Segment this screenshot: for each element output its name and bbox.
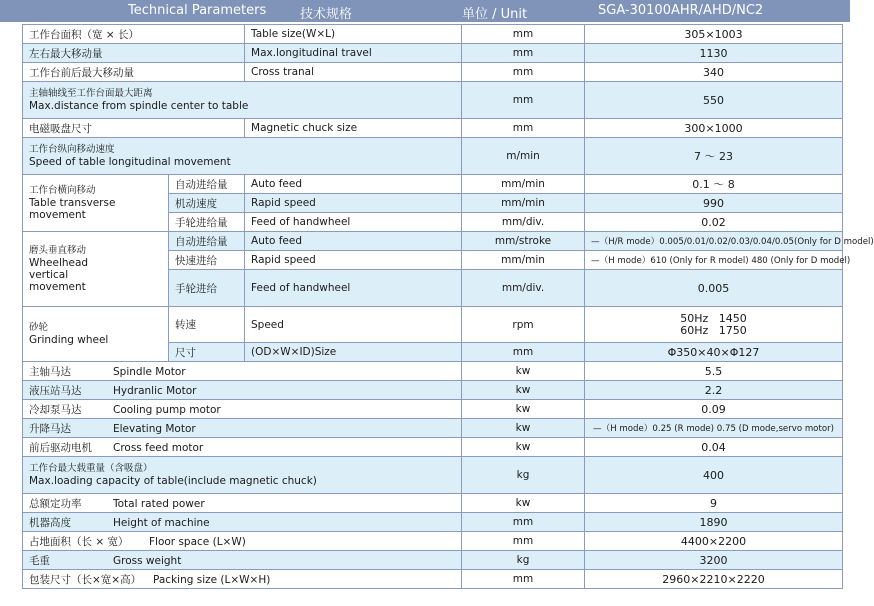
param-value: 0.1 ～ 8 <box>585 175 843 194</box>
param-value: 9 <box>585 494 843 513</box>
param-unit: mm <box>462 25 585 44</box>
sub-en: Rapid speed <box>245 251 462 270</box>
group-label <box>23 175 169 232</box>
group-cn: 砂轮 <box>29 322 49 333</box>
table-row <box>23 232 843 251</box>
param-unit: mm/div. <box>462 213 585 232</box>
param-value: Φ350×40×Φ127 <box>585 343 843 362</box>
param-value: 550 <box>585 82 843 119</box>
param-label <box>23 82 462 119</box>
param-label <box>23 551 462 570</box>
param-en: Total rated power <box>113 497 205 510</box>
spec-table <box>22 24 874 589</box>
param-value: 1890 <box>585 513 843 532</box>
param-unit: kw <box>462 362 585 381</box>
param-label <box>23 381 462 400</box>
header-title-en: Technical Parameters <box>128 3 267 18</box>
param-value <box>585 307 843 343</box>
table-row <box>23 25 843 44</box>
param-en: Elevating Motor <box>113 422 196 435</box>
table-header-bar <box>0 0 850 22</box>
param-label <box>23 494 462 513</box>
sub-cn: 手轮进给量 <box>169 213 245 232</box>
param-unit: mm <box>462 119 585 138</box>
table-row <box>23 494 843 513</box>
table-row <box>23 119 843 138</box>
group-label <box>23 232 169 307</box>
param-value: 2960×2210×2220 <box>585 570 843 589</box>
param-en: Speed of table longitudinal movement <box>29 156 231 168</box>
group-en: Table transverse movement <box>29 197 116 221</box>
sub-en: (OD×W×ID)Size <box>245 343 462 362</box>
param-unit: mm <box>462 532 585 551</box>
table-row <box>23 419 843 438</box>
sub-cn: 机动速度 <box>169 194 245 213</box>
param-value: 340 <box>585 63 843 82</box>
table-row <box>23 44 843 63</box>
sub-cn: 转速 <box>169 307 245 343</box>
param-unit: mm/min <box>462 175 585 194</box>
param-value: 0.005 <box>585 270 843 307</box>
param-value: 5.5 <box>585 362 843 381</box>
param-unit: rpm <box>462 307 585 343</box>
param-en: Height of machine <box>113 516 210 529</box>
param-unit: mm/min <box>462 251 585 270</box>
param-value: 400 <box>585 457 843 494</box>
group-label <box>23 307 169 362</box>
param-label <box>23 457 462 494</box>
table-row <box>23 438 843 457</box>
param-unit: kw <box>462 419 585 438</box>
param-cn: 左右最大移动量 <box>23 44 245 63</box>
param-cn: 包装尺寸（长×宽×高） <box>29 573 142 586</box>
param-unit: mm/div. <box>462 270 585 307</box>
param-en: Floor space (L×W) <box>149 535 246 548</box>
param-value: 3200 <box>585 551 843 570</box>
param-cn: 前后驱动电机 <box>29 441 92 454</box>
param-unit: kw <box>462 494 585 513</box>
param-unit: kg <box>462 457 585 494</box>
table-row <box>23 513 843 532</box>
sub-cn: 尺寸 <box>169 343 245 362</box>
speed-50hz: 50Hz 1450 <box>680 311 747 325</box>
param-cn: 总额定功率 <box>29 497 82 510</box>
sub-cn: 自动进给量 <box>169 232 245 251</box>
param-en: Cross feed motor <box>113 441 204 454</box>
sub-en: Auto feed <box>245 232 462 251</box>
param-unit: m/min <box>462 138 585 175</box>
table-row <box>23 551 843 570</box>
table-row <box>23 63 843 82</box>
param-value: 1130 <box>585 44 843 63</box>
sub-en: Feed of handwheel <box>245 270 462 307</box>
sub-en: Rapid speed <box>245 194 462 213</box>
param-cn: 工作台面积（宽 × 长） <box>23 25 245 44</box>
param-cn: 升降马达 <box>29 422 71 435</box>
param-label <box>23 362 462 381</box>
param-en: Max.distance from spindle center to table <box>29 100 249 112</box>
header-model: SGA-30100AHR/AHD/NC2 <box>598 3 764 18</box>
sub-en: Auto feed <box>245 175 462 194</box>
param-en: Max.longitudinal travel <box>245 44 462 63</box>
param-label <box>23 438 462 457</box>
param-en: Hydranlic Motor <box>113 384 197 397</box>
sub-en: Speed <box>245 307 462 343</box>
param-cn: 毛重 <box>29 554 50 567</box>
param-value: —（H/R mode）0.005/0.01/0.02/0.03/0.04/0.05(Only for D model) <box>585 232 843 251</box>
group-en: Wheelhead vertical movement <box>29 257 89 293</box>
group-en: Grinding wheel <box>29 334 109 346</box>
param-en: Gross weight <box>113 554 182 567</box>
param-cn: 电磁吸盘尺寸 <box>23 119 245 138</box>
param-cn: 工作台前后最大移动量 <box>23 63 245 82</box>
param-unit: mm <box>462 82 585 119</box>
param-value: —（H mode）0.25 (R mode) 0.75 (D mode,servo motor) <box>585 419 843 438</box>
param-unit: mm/min <box>462 194 585 213</box>
param-label <box>23 532 462 551</box>
param-value: 0.04 <box>585 438 843 457</box>
group-cn: 磨头垂直移动 <box>29 245 87 256</box>
table-row <box>23 457 843 494</box>
param-label <box>23 138 462 175</box>
param-cn: 液压站马达 <box>29 384 82 397</box>
param-label <box>23 513 462 532</box>
param-en: Packing size (L×W×H) <box>153 573 271 586</box>
param-cn: 工作台最大载重量（含吸盘） <box>29 463 153 474</box>
table-row <box>23 362 843 381</box>
param-en: Cooling pump motor <box>113 403 221 416</box>
param-en: Table size(W×L) <box>245 25 462 44</box>
param-en: Cross tranal <box>245 63 462 82</box>
param-value: 0.02 <box>585 213 843 232</box>
param-cn: 主轴轴线至工作台面最大距离 <box>29 88 153 99</box>
param-unit: mm <box>462 570 585 589</box>
param-cn: 占地面积（长 × 宽） <box>29 535 129 548</box>
param-value: —（H mode）610 (Only for R model) 480 (Only for D model) <box>585 251 843 270</box>
table-row <box>23 307 843 343</box>
sub-cn: 快速进给 <box>169 251 245 270</box>
param-value: 990 <box>585 194 843 213</box>
sub-en: Feed of handwheel <box>245 213 462 232</box>
param-value: 300×1000 <box>585 119 843 138</box>
sub-cn: 手轮进给 <box>169 270 245 307</box>
param-value: 7 ～ 23 <box>585 138 843 175</box>
param-unit: mm/stroke <box>462 232 585 251</box>
param-cn: 工作台纵向移动速度 <box>29 144 115 155</box>
table-row <box>23 532 843 551</box>
param-unit: mm <box>462 44 585 63</box>
param-unit: kw <box>462 438 585 457</box>
param-unit: mm <box>462 63 585 82</box>
speed-60hz: 60Hz 1750 <box>680 323 747 337</box>
table-row <box>23 400 843 419</box>
param-value: 4400×2200 <box>585 532 843 551</box>
table-row <box>23 570 843 589</box>
param-label <box>23 400 462 419</box>
param-unit: kg <box>462 551 585 570</box>
sub-cn: 自动进给量 <box>169 175 245 194</box>
table-row <box>23 175 843 194</box>
table-row <box>23 138 843 175</box>
param-label <box>23 419 462 438</box>
param-unit: kw <box>462 381 585 400</box>
param-unit: mm <box>462 513 585 532</box>
param-cn: 主轴马达 <box>29 365 71 378</box>
param-unit: mm <box>462 343 585 362</box>
param-value: 0.09 <box>585 400 843 419</box>
param-label <box>23 570 462 589</box>
table-row <box>23 381 843 400</box>
param-cn: 机器高度 <box>29 516 71 529</box>
group-cn: 工作台横向移动 <box>29 185 96 196</box>
param-cn: 冷却泵马达 <box>29 403 82 416</box>
param-value: 2.2 <box>585 381 843 400</box>
header-unit: 单位 / Unit <box>462 7 528 22</box>
header-title-cn: 技术规格 <box>300 7 353 22</box>
param-value: 305×1003 <box>585 25 843 44</box>
param-unit: kw <box>462 400 585 419</box>
param-en: Spindle Motor <box>113 365 186 378</box>
param-en: Max.loading capacity of table(include magnetic chuck) <box>29 475 317 487</box>
param-en: Magnetic chuck size <box>245 119 462 138</box>
table-row <box>23 82 843 119</box>
